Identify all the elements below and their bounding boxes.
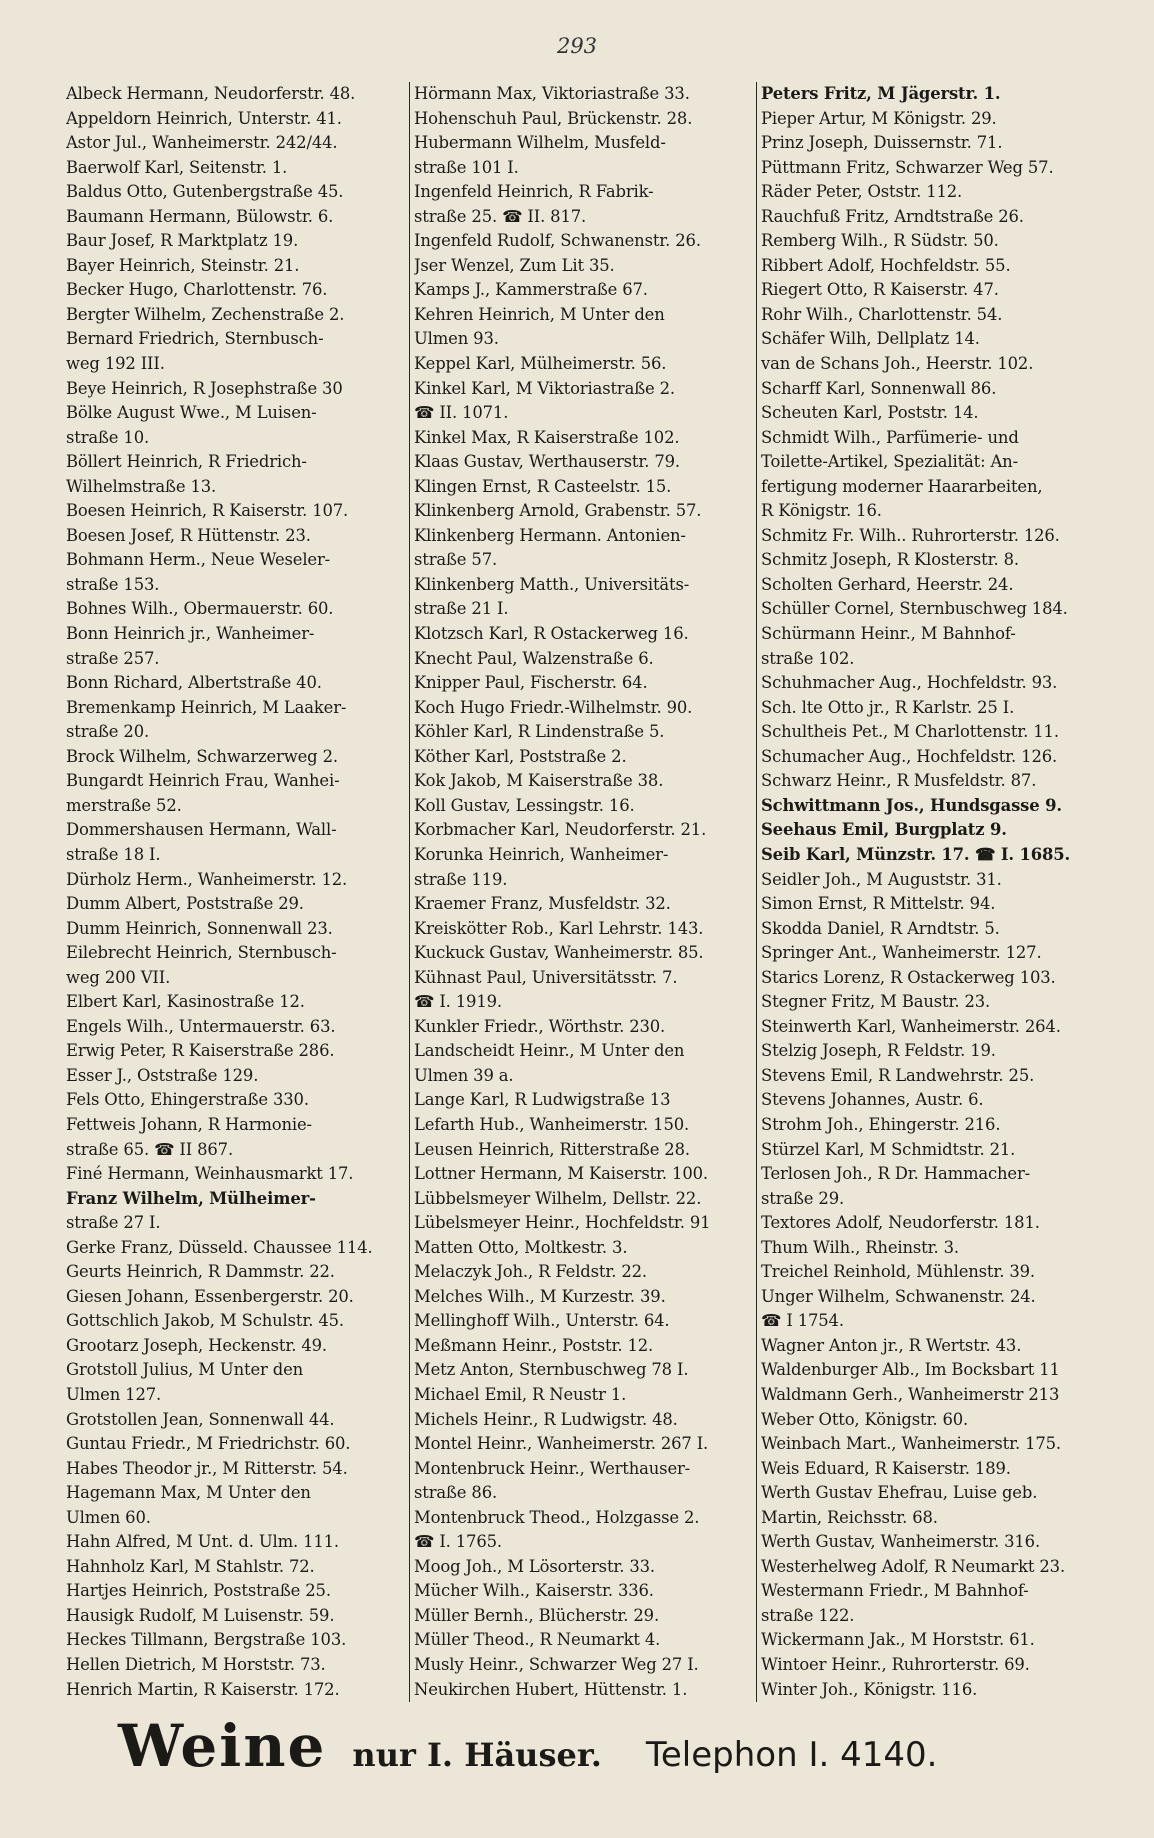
directory-entry-line: Esser J., Oststraße 129. — [66, 1065, 259, 1085]
directory-entry-line: Geurts Heinrich, R Dammstr. 22. — [66, 1262, 335, 1282]
directory-entry-line: Waldmann Gerh., Wanheimerstr 213 — [761, 1384, 1060, 1404]
directory-entry-line: Keppel Karl, Mülheimerstr. 56. — [414, 354, 667, 374]
directory-entry-line: Korbmacher Karl, Neudorferstr. 21. — [414, 820, 707, 840]
directory-entry-line: weg 192 III. — [66, 354, 165, 374]
directory-entry-line: Dürholz Herm., Wanheimerstr. 12. — [66, 869, 348, 889]
directory-entry-line: Toilette-Artikel, Spezialität: An- — [761, 452, 1018, 472]
directory-entry-line: Westerhelweg Adolf, R Neumarkt 23. — [761, 1556, 1066, 1576]
directory-entry-line: Moog Joh., M Lösorterstr. 33. — [414, 1556, 655, 1576]
directory-entry-line: Weinbach Mart., Wanheimerstr. 175. — [761, 1434, 1061, 1454]
directory-entry-line: Stürzel Karl, M Schmidtstr. 21. — [761, 1139, 1016, 1159]
directory-entry-line: Schmitz Fr. Wilh.. Ruhrorterstr. 126. — [761, 525, 1060, 545]
directory-entry-line: Brock Wilhelm, Schwarzerweg 2. — [66, 746, 338, 766]
directory-entry-line: ☎ II. 1071. — [414, 403, 509, 423]
directory-entry-line: Kok Jakob, M Kaiserstraße 38. — [414, 771, 664, 791]
directory-entry-line: Kunkler Friedr., Wörthstr. 230. — [414, 1016, 666, 1036]
directory-entry-line: Springer Ant., Wanheimerstr. 127. — [761, 943, 1042, 963]
directory-entry-line: Jser Wenzel, Zum Lit 35. — [414, 255, 615, 275]
directory-entry-line: Lübelsmeyer Heinr., Hochfeldstr. 91 — [414, 1213, 711, 1233]
directory-entry-line: Scheuten Karl, Poststr. 14. — [761, 403, 979, 423]
directory-entry-line: Henrich Martin, R Kaiserstr. 172. — [66, 1679, 340, 1699]
directory-entry-line: merstraße 52. — [66, 795, 182, 815]
directory-entry-line: Schmidt Wilh., Parfümerie- und — [761, 427, 1019, 447]
directory-entry-line: ☎ I. 1765. — [414, 1532, 502, 1552]
directory-entry-line: Treichel Reinhold, Mühlenstr. 39. — [761, 1262, 1035, 1282]
directory-entry-line: straße 27 I. — [66, 1213, 161, 1233]
directory-entry-line: Prinz Joseph, Duissernstr. 71. — [761, 133, 1003, 153]
directory-entry-line: Appeldorn Heinrich, Unterstr. 41. — [66, 108, 342, 128]
directory-entry-line: Scharff Karl, Sonnenwall 86. — [761, 378, 997, 398]
directory-entry-line: Weber Otto, Königstr. 60. — [761, 1409, 969, 1429]
directory-entry-line: van de Schans Joh., Heerstr. 102. — [761, 354, 1034, 374]
directory-entry-line: Mücher Wilh., Kaiserstr. 336. — [414, 1581, 654, 1601]
directory-entry-line: straße 10. — [66, 427, 150, 447]
directory-entry-line: Müller Theod., R Neumarkt 4. — [414, 1630, 661, 1650]
directory-entry-line: Müller Bernh., Blücherstr. 29. — [414, 1605, 660, 1625]
directory-entry-line: Baur Josef, R Marktplatz 19. — [66, 231, 299, 251]
directory-entry-line: Werth Gustav, Wanheimerstr. 316. — [761, 1532, 1041, 1552]
page-number: 293 — [556, 34, 598, 58]
directory-entry-line: Bergter Wilhelm, Zechenstraße 2. — [66, 304, 345, 324]
directory-entry-line: Rauchfuß Fritz, Arndtstraße 26. — [761, 206, 1024, 226]
directory-entry-line: Schäfer Wilh, Dellplatz 14. — [761, 329, 980, 349]
directory-entry-line: Weis Eduard, R Kaiserstr. 189. — [761, 1458, 1011, 1478]
directory-columns — [62, 82, 1104, 1702]
directory-entry-line: Seib Karl, Münzstr. 17. ☎ I. 1685. — [761, 844, 1071, 864]
directory-entry-line: Dumm Heinrich, Sonnenwall 23. — [66, 918, 333, 938]
directory-entry-line: Köhler Karl, R Lindenstraße 5. — [414, 722, 665, 742]
directory-entry-line: Hellen Dietrich, M Horststr. 73. — [66, 1655, 326, 1674]
directory-entry-line: Michael Emil, R Neustr 1. — [414, 1384, 627, 1404]
directory-entry-line: Räder Peter, Oststr. 112. — [761, 182, 963, 202]
directory-entry-line: Hahn Alfred, M Unt. d. Ulm. 111. — [66, 1532, 339, 1552]
directory-entry-line: Skodda Daniel, R Arndtstr. 5. — [761, 918, 1000, 938]
directory-entry-line: Seehaus Emil, Burgplatz 9. — [761, 820, 1007, 840]
directory-entry-line: Wickermann Jak., M Horststr. 61. — [761, 1630, 1035, 1650]
directory-entry-line: Dumm Albert, Poststraße 29. — [66, 894, 304, 914]
directory-entry-line: Riegert Otto, R Kaiserstr. 47. — [761, 280, 999, 300]
directory-entry-line: Ribbert Adolf, Hochfeldstr. 55. — [761, 255, 1011, 275]
directory-entry-line: Grootarz Joseph, Heckenstr. 49. — [66, 1335, 327, 1355]
ad-headline: Weine — [118, 1712, 327, 1780]
directory-entry-line: Strohm Joh., Ehingerstr. 216. — [761, 1114, 1001, 1134]
directory-entry-line: Kinkel Max, R Kaiserstraße 102. — [414, 427, 680, 447]
directory-entry-line: Matten Otto, Moltkestr. 3. — [414, 1237, 628, 1257]
directory-entry-line: Bayer Heinrich, Steinstr. 21. — [66, 255, 300, 275]
directory-entry-line: Stevens Emil, R Landwehrstr. 25. — [761, 1065, 1035, 1085]
directory-entry-line: Püttmann Fritz, Schwarzer Weg 57. — [761, 157, 1054, 177]
directory-entry-line: Schumacher Aug., Hochfeldstr. 126. — [761, 746, 1058, 766]
directory-entry-line: Bohnes Wilh., Obermauerstr. 60. — [66, 599, 334, 619]
directory-entry-line: Böllert Heinrich, R Friedrich- — [66, 452, 307, 472]
directory-entry-line: Kehren Heinrich, M Unter den — [414, 304, 665, 324]
directory-entry-line: Kamps J., Kammerstraße 67. — [414, 280, 648, 300]
directory-entry-line: straße 86. — [414, 1483, 498, 1503]
directory-entry-line: Textores Adolf, Neudorferstr. 181. — [761, 1213, 1040, 1233]
directory-entry-line: Seidler Joh., M Auguststr. 31. — [761, 869, 1002, 889]
directory-entry-line: Kühnast Paul, Universitätsstr. 7. — [414, 967, 678, 987]
directory-entry-line: Giesen Johann, Essenbergerstr. 20. — [66, 1286, 354, 1306]
directory-entry-line: Meßmann Heinr., Poststr. 12. — [414, 1335, 654, 1355]
directory-column-3 — [756, 82, 1103, 1702]
directory-entry-line: straße 20. — [66, 722, 150, 742]
directory-entry-line: Waldenburger Alb., Im Bocksbart 11 — [761, 1360, 1060, 1380]
directory-entry-line: Bonn Richard, Albertstraße 40. — [66, 673, 322, 693]
directory-entry-line: Klotzsch Karl, R Ostackerweg 16. — [414, 624, 689, 644]
directory-entry-line: Klinkenberg Hermann. Antonien- — [414, 525, 686, 545]
directory-entry-line: Pieper Artur, M Königstr. 29. — [761, 108, 997, 128]
directory-entry-line: weg 200 VII. — [66, 967, 171, 987]
directory-entry-line: straße 18 I. — [66, 844, 161, 864]
directory-entry-line: Knecht Paul, Walzenstraße 6. — [414, 648, 654, 668]
directory-entry-line: Hubermann Wilhelm, Musfeld- — [414, 133, 666, 153]
directory-entry-line: Albeck Hermann, Neudorferstr. 48. — [66, 84, 356, 103]
directory-entry-line: Kinkel Karl, M Viktoriastraße 2. — [414, 378, 675, 398]
directory-entry-line: Heckes Tillmann, Bergstraße 103. — [66, 1630, 347, 1650]
directory-entry-line: Starics Lorenz, R Ostackerweg 103. — [761, 967, 1056, 987]
directory-entry-line: Habes Theodor jr., M Ritterstr. 54. — [66, 1458, 348, 1478]
directory-entry-line: Wagner Anton jr., R Wertstr. 43. — [761, 1335, 1022, 1355]
directory-entry-line: Schuhmacher Aug., Hochfeldstr. 93. — [761, 673, 1058, 693]
directory-entry-line: Ingenfeld Heinrich, R Fabrik- — [414, 182, 654, 202]
directory-entry-line: Eilebrecht Heinrich, Sternbusch- — [66, 943, 337, 963]
directory-entry-line: ☎ I. 1919. — [414, 992, 502, 1012]
directory-entry-line: Hörmann Max, Viktoriastraße 33. — [414, 84, 690, 103]
directory-entry-line: Fels Otto, Ehingerstraße 330. — [66, 1090, 309, 1110]
directory-entry-line: Schmitz Joseph, R Klosterstr. 8. — [761, 550, 1019, 570]
directory-entry-line: Baldus Otto, Gutenbergstraße 45. — [66, 182, 344, 202]
directory-entry-line: Fettweis Johann, R Harmonie- — [66, 1114, 312, 1134]
directory-entry-line: Michels Heinr., R Ludwigstr. 48. — [414, 1409, 678, 1429]
directory-entry-line: Simon Ernst, R Mittelstr. 94. — [761, 894, 996, 914]
directory-entry-line: Montenbruck Heinr., Werthauser- — [414, 1458, 691, 1478]
directory-entry-line: Koch Hugo Friedr.-Wilhelmstr. 90. — [414, 697, 693, 717]
directory-entry-line: Gerke Franz, Düsseld. Chaussee 114. — [66, 1237, 373, 1257]
directory-entry-line: Bonn Heinrich jr., Wanheimer- — [66, 624, 315, 644]
directory-entry-line: Becker Hugo, Charlottenstr. 76. — [66, 280, 328, 300]
directory-entry-line: Melaczyk Joh., R Feldstr. 22. — [414, 1262, 647, 1282]
directory-entry-line: Steinwerth Karl, Wanheimerstr. 264. — [761, 1016, 1061, 1036]
directory-entry-line: Engels Wilh., Untermauerstr. 63. — [66, 1016, 336, 1036]
directory-entry-line: Hagemann Max, M Unter den — [66, 1483, 311, 1503]
directory-entry-line: straße 102. — [761, 648, 855, 668]
directory-entry-line: Melches Wilh., M Kurzestr. 39. — [414, 1286, 666, 1306]
directory-entry-line: Klinkenberg Matth., Universitäts- — [414, 574, 690, 594]
directory-entry-line: Grotstoll Julius, M Unter den — [66, 1360, 304, 1380]
directory-entry-line: Thum Wilh., Rheinstr. 3. — [761, 1237, 959, 1257]
directory-entry-line: Hausigk Rudolf, M Luisenstr. 59. — [66, 1605, 335, 1625]
directory-entry-line: Franz Wilhelm, Mülheimer- — [66, 1188, 316, 1208]
directory-entry-line: straße 65. ☎ II 867. — [66, 1139, 234, 1159]
directory-entry-line: straße 25. ☎ II. 817. — [414, 206, 587, 226]
directory-entry-line: Baumann Hermann, Bülowstr. 6. — [66, 206, 334, 226]
directory-entry-line: Guntau Friedr., M Friedrichstr. 60. — [66, 1434, 351, 1454]
directory-entry-line: Westermann Friedr., M Bahnhof- — [761, 1581, 1029, 1601]
directory-entry-line: Lange Karl, R Ludwigstraße 13 — [414, 1090, 671, 1110]
directory-entry-line: Remberg Wilh., R Südstr. 50. — [761, 231, 999, 251]
directory-entry-line: fertigung moderner Haararbeiten, — [761, 476, 1043, 496]
directory-column-1 — [62, 82, 409, 1702]
directory-entry-line: straße 122. — [761, 1605, 855, 1625]
directory-entry-line: straße 29. — [761, 1188, 845, 1208]
directory-entry-line: Schwittmann Jos., Hundsgasse 9. — [761, 795, 1062, 815]
directory-entry-line: Klinkenberg Arnold, Grabenstr. 57. — [414, 501, 702, 521]
directory-entry-line: Winter Joh., Königstr. 116. — [761, 1679, 978, 1699]
directory-entry-line: Korunka Heinrich, Wanheimer- — [414, 844, 669, 864]
directory-entry-line: Gottschlich Jakob, M Schulstr. 45. — [66, 1311, 344, 1331]
directory-entry-line: Musly Heinr., Schwarzer Weg 27 I. — [414, 1655, 699, 1674]
directory-entry-line: Bohmann Herm., Neue Weseler- — [66, 550, 331, 570]
directory-entry-line: ☎ I 1754. — [761, 1311, 844, 1331]
directory-entry-line: Astor Jul., Wanheimerstr. 242/44. — [66, 133, 338, 153]
directory-entry-line: Knipper Paul, Fischerstr. 64. — [414, 673, 648, 693]
directory-entry-line: Schüller Cornel, Sternbuschweg 184. — [761, 599, 1068, 619]
directory-entry-line: Ulmen 93. — [414, 329, 499, 349]
directory-entry-line: straße 101 I. — [414, 157, 519, 177]
directory-entry-line: straße 57. — [414, 550, 498, 570]
directory-column-2 — [409, 82, 756, 1702]
directory-entry-line: Ulmen 39 a. — [414, 1065, 514, 1085]
directory-entry-line: Klingen Ernst, R Casteelstr. 15. — [414, 476, 672, 496]
directory-entry-line: Neukirchen Hubert, Hüttenstr. 1. — [414, 1679, 688, 1699]
directory-entry-line: Werth Gustav Ehefrau, Luise geb. — [761, 1483, 1038, 1503]
directory-entry-line: Landscheidt Heinr., M Unter den — [414, 1041, 685, 1061]
directory-entry-line: Lottner Hermann, M Kaiserstr. 100. — [414, 1164, 708, 1184]
directory-entry-line: Bernard Friedrich, Sternbusch- — [66, 329, 324, 349]
directory-entry-line: Bölke August Wwe., M Luisen- — [66, 403, 317, 423]
ad-phone: Telephon I. 4140. — [645, 1735, 938, 1775]
directory-entry-line: R Königstr. 16. — [761, 501, 882, 521]
directory-entry-line: straße 153. — [66, 574, 160, 594]
directory-entry-line: Hahnholz Karl, M Stahlstr. 72. — [66, 1556, 315, 1576]
directory-entry-line: Wintoer Heinr., Ruhrorterstr. 69. — [761, 1655, 1030, 1674]
directory-entry-line: Lübbelsmeyer Wilhelm, Dellstr. 22. — [414, 1188, 702, 1208]
directory-entry-line: Wilhelmstraße 13. — [66, 476, 217, 496]
directory-entry-line: Peters Fritz, M Jägerstr. 1. — [761, 84, 1001, 103]
directory-entry-line: Unger Wilhelm, Schwanenstr. 24. — [761, 1286, 1036, 1306]
directory-entry-line: Boesen Josef, R Hüttenstr. 23. — [66, 525, 311, 545]
directory-entry-line: Kuckuck Gustav, Wanheimerstr. 85. — [414, 943, 704, 963]
directory-entry-line: Lefarth Hub., Wanheimerstr. 150. — [414, 1114, 690, 1134]
advertisement-footer — [118, 1712, 1098, 1782]
directory-entry-line: Stevens Johannes, Austr. 6. — [761, 1090, 984, 1110]
directory-entry-line: Elbert Karl, Kasinostraße 12. — [66, 992, 305, 1012]
directory-entry-line: Bungardt Heinrich Frau, Wanhei- — [66, 771, 340, 791]
directory-entry-line: Kreiskötter Rob., Karl Lehrstr. 143. — [414, 918, 704, 938]
directory-entry-line: Scholten Gerhard, Heerstr. 24. — [761, 574, 1014, 594]
directory-entry-line: Hartjes Heinrich, Poststraße 25. — [66, 1581, 331, 1601]
directory-entry-line: straße 119. — [414, 869, 508, 889]
directory-entry-line: straße 257. — [66, 648, 160, 668]
directory-entry-line: Baerwolf Karl, Seitenstr. 1. — [66, 157, 288, 177]
directory-entry-line: Köther Karl, Poststraße 2. — [414, 746, 627, 766]
directory-entry-line: straße 21 I. — [414, 599, 509, 619]
directory-entry-line: Mellinghoff Wilh., Unterstr. 64. — [414, 1311, 670, 1331]
directory-entry-line: Montel Heinr., Wanheimerstr. 267 I. — [414, 1434, 709, 1454]
directory-entry-line: Beye Heinrich, R Josephstraße 30 — [66, 378, 343, 398]
directory-entry-line: Schürmann Heinr., M Bahnhof- — [761, 624, 1016, 644]
directory-entry-line: Montenbruck Theod., Holzgasse 2. — [414, 1507, 700, 1527]
directory-entry-line: Stegner Fritz, M Baustr. 23. — [761, 992, 991, 1012]
directory-entry-line: Dommershausen Hermann, Wall- — [66, 820, 337, 840]
directory-entry-line: Stelzig Joseph, R Feldstr. 19. — [761, 1041, 996, 1061]
ad-subline: nur I. Häuser. — [352, 1736, 602, 1774]
directory-entry-line: Martin, Reichsstr. 68. — [761, 1507, 938, 1527]
directory-entry-line: Metz Anton, Sternbuschweg 78 I. — [414, 1360, 689, 1380]
directory-entry-line: Boesen Heinrich, R Kaiserstr. 107. — [66, 501, 349, 521]
directory-entry-line: Koll Gustav, Lessingstr. 16. — [414, 795, 635, 815]
directory-entry-line: Kraemer Franz, Musfeldstr. 32. — [414, 894, 671, 914]
directory-entry-line: Hohenschuh Paul, Brückenstr. 28. — [414, 108, 693, 128]
directory-entry-line: Klaas Gustav, Werthauserstr. 79. — [414, 452, 680, 472]
directory-entry-line: Erwig Peter, R Kaiserstraße 286. — [66, 1041, 335, 1061]
directory-entry-line: Ingenfeld Rudolf, Schwanenstr. 26. — [414, 231, 701, 251]
directory-entry-line: Sch. lte Otto jr., R Karlstr. 25 I. — [761, 697, 1015, 717]
directory-entry-line: Terlosen Joh., R Dr. Hammacher- — [761, 1164, 1031, 1184]
directory-entry-line: Grotstollen Jean, Sonnenwall 44. — [66, 1409, 335, 1429]
directory-entry-line: Finé Hermann, Weinhausmarkt 17. — [66, 1164, 354, 1184]
directory-entry-line: Bremenkamp Heinrich, M Laaker- — [66, 697, 347, 717]
directory-entry-line: Schwarz Heinr., R Musfeldstr. 87. — [761, 771, 1037, 791]
directory-entry-line: Schultheis Pet., M Charlottenstr. 11. — [761, 722, 1059, 742]
directory-entry-line: Leusen Heinrich, Ritterstraße 28. — [414, 1139, 690, 1159]
directory-entry-line: Rohr Wilh., Charlottenstr. 54. — [761, 304, 1003, 324]
directory-entry-line: Ulmen 60. — [66, 1507, 151, 1527]
directory-entry-line: Ulmen 127. — [66, 1384, 162, 1404]
